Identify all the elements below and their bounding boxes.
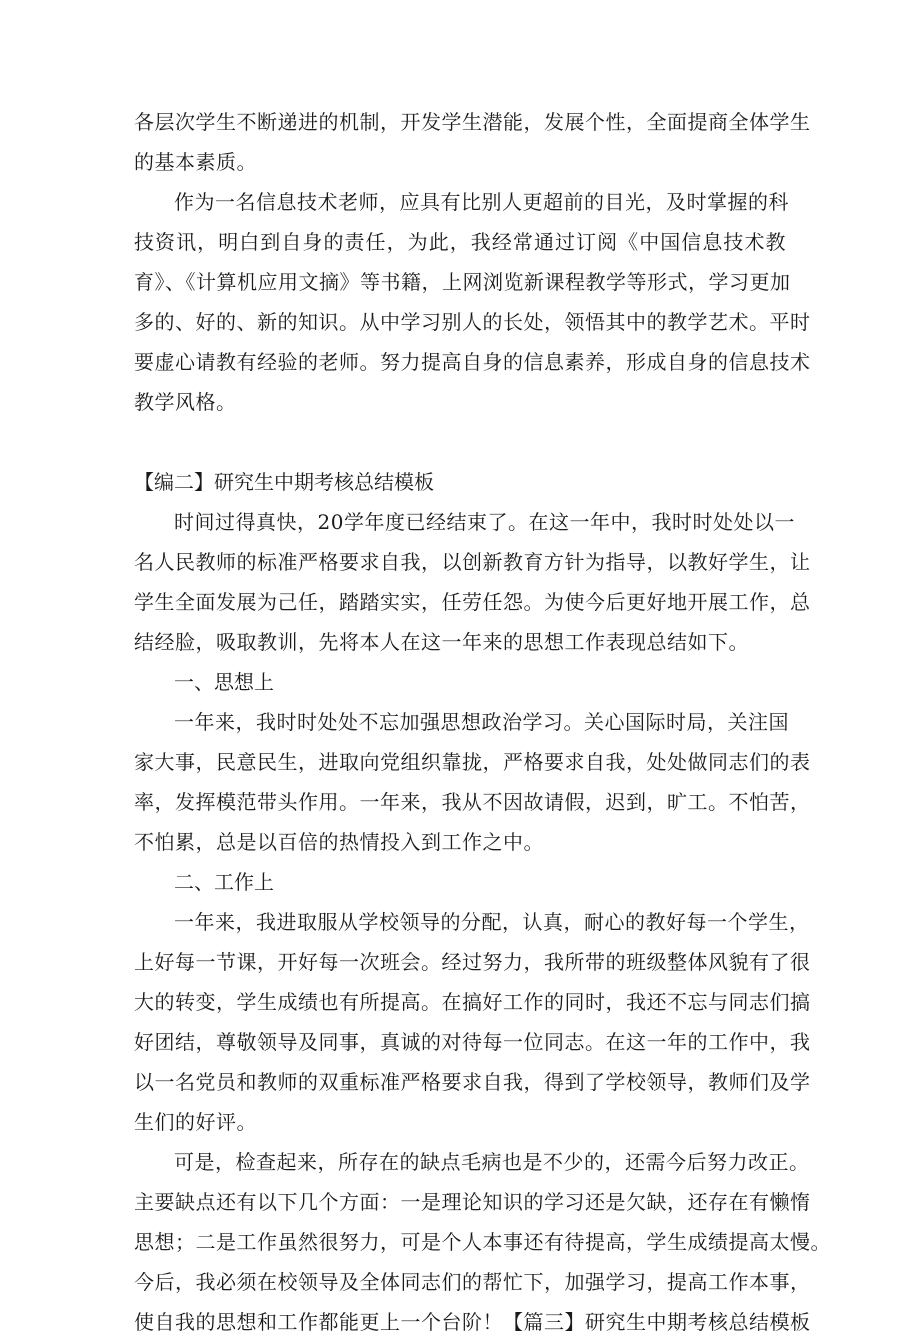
- paragraph-line: 以一名党员和教师的双重标准严格要求自我，得到了学校领导，教师们及学: [134, 1070, 811, 1094]
- blank-line: [134, 422, 786, 462]
- paragraph-line: 上好每一节课，开好每一次班会。经过努力，我所带的班级整体风貌有了很: [134, 950, 811, 974]
- subheading-work: 二、工作上: [174, 870, 274, 894]
- paragraph-line: 思想；二是工作虽然很努力，可是个人本事还有待提高，学生成绩提高太慢。: [134, 1230, 831, 1254]
- paragraph-line: 要虚心请教有经验的老师。努力提高自身的信息素养，形成自身的信息技术: [134, 350, 811, 374]
- document-page: [134, 102, 831, 1342]
- paragraph-4: [134, 702, 811, 862]
- paragraph-line: 使自我的思想和工作都能更上一个台阶！【篇三】研究生中期考核总结模板: [134, 1310, 811, 1334]
- paragraph-line: 学生全面发展为己任，踏踏实实，任劳任怨。为使今后更好地开展工作，总: [134, 590, 811, 614]
- paragraph-5: [134, 902, 811, 1142]
- paragraph-line: 时间过得真快，20学年度已经结束了。在这一年中，我时时处处以一: [174, 510, 795, 534]
- paragraph-line: 名人民教师的标准严格要求自我，以创新教育方针为指导，以教好学生，让: [134, 550, 811, 574]
- paragraph-line: 教学风格。: [134, 390, 237, 414]
- paragraph-line: 多的、好的、新的知识。从中学习别人的长处，领悟其中的教学艺术。平时: [134, 310, 811, 334]
- paragraph-line: 家大事，民意民生，进取向党组织靠拢，严格要求自我，处处做同志们的表: [134, 750, 811, 774]
- paragraph-line: 今后，我必须在校领导及全体同志们的帮忙下，加强学习，提高工作本事，: [134, 1270, 811, 1294]
- paragraph-line: 技资讯，明白到自身的责任，为此，我经常通过订阅《中国信息技术教: [134, 230, 786, 254]
- paragraph-line: 作为一名信息技术老师，应具有比别人更超前的目光，及时掌握的科: [174, 190, 789, 214]
- paragraph-line: 生们的好评。: [134, 1110, 257, 1134]
- paragraph-line: 一年来，我时时处处不忘加强思想政治学习。关心国际时局，关注国: [174, 710, 789, 734]
- paragraph-line: 各层次学生不断递进的机制，开发学生潜能，发展个性，全面提商全体学生: [134, 110, 811, 134]
- paragraph-line: 主要缺点还有以下几个方面：一是理论知识的学习还是欠缺，还存在有懒惰: [134, 1190, 811, 1214]
- paragraph-1: [134, 102, 811, 182]
- paragraph-6: [134, 1142, 831, 1342]
- paragraph-3: [134, 502, 811, 662]
- paragraph-line: 大的转变，学生成绩也有所提高。在搞好工作的同时，我还不忘与同志们搞: [134, 990, 811, 1014]
- subheading-thought: 一、思想上: [174, 670, 274, 694]
- paragraph-line: 结经脸，吸取教训，先将本人在这一年来的思想工作表现总结如下。: [134, 630, 749, 654]
- paragraph-line: 一年来，我进取服从学校领导的分配，认真，耐心的教好每一个学生，: [174, 910, 810, 934]
- paragraph-line: 率，发挥模范带头作用。一年来，我从不因故请假，迟到，旷工。不怕苦，: [134, 790, 811, 814]
- paragraph-line: 可是，检查起来，所存在的缺点毛病也是不少的，还需今后努力改正。: [174, 1150, 810, 1174]
- paragraph-line: 不怕累，总是以百倍的热情投入到工作之中。: [134, 830, 544, 854]
- paragraph-2: [134, 182, 811, 422]
- paragraph-line: 育》、《计算机应用文摘》等书籍，上网浏览新课程教学等形式，学习更加: [134, 270, 791, 294]
- paragraph-line: 好团结，尊敬领导及同事，真诚的对待每一位同志。在这一年的工作中，我: [134, 1030, 811, 1054]
- paragraph-line: 的基本素质。: [134, 150, 257, 174]
- section-title: 【编二】研究生中期考核总结模板: [134, 470, 434, 494]
